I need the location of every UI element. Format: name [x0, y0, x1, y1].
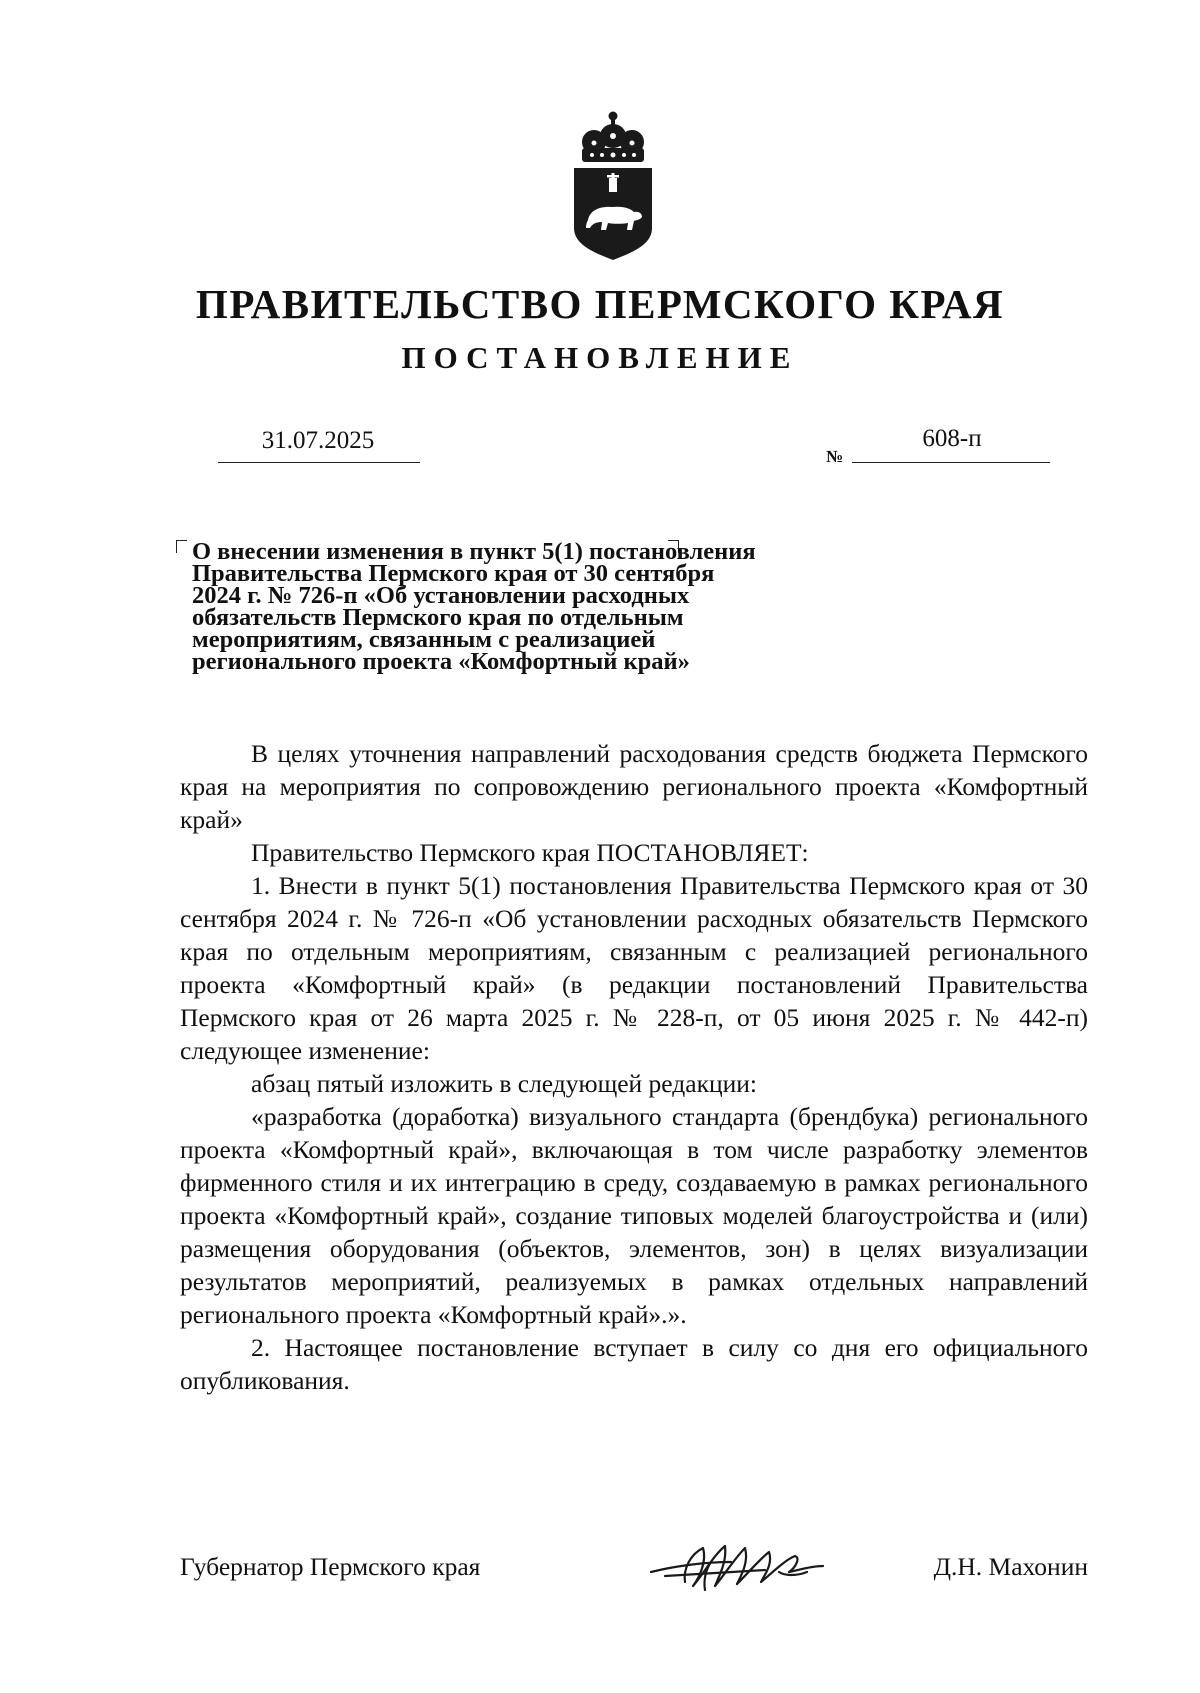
document-number: 608-п: [922, 425, 982, 452]
subject-line: Правительства Пермского края от 30 сентября: [192, 560, 715, 587]
document-body: [180, 737, 1088, 1397]
body-paragraph: 1. Внести в пункт 5(1) постановления Правительства Пермского края от 30 сентября 2024 г. № 726-п «Об установлении расходных обязательств Пермского края по отдельным мероприятиям, связанным с реализацией регионального проекта «Комфортный край» (в редакции постановлений Правительства Пермского края от 26 марта 2025 г. № 228-п, от 05 июня 2025 г. № 442-п) следующее изменение:: [180, 871, 1088, 1065]
subject-line: О внесении изменения в пункт 5(1) постановления: [192, 538, 756, 565]
signature-icon: [645, 1532, 835, 1600]
organization-title: ПРАВИТЕЛЬСТВО ПЕРМСКОГО КРАЯ: [195, 281, 1005, 327]
subject-line: регионального проекта «Комфортный край»: [192, 648, 690, 675]
subject-line: 2024 г. № 726-п «Об установлении расходных: [192, 582, 690, 609]
signature-block: [180, 1552, 1088, 1592]
document-date: 31.07.2025: [261, 427, 375, 454]
coat-of-arms-icon: [568, 110, 658, 262]
body-paragraph: Правительство Пермского края ПОСТАНОВЛЯЕТ:: [251, 838, 809, 867]
number-sign: №: [826, 447, 844, 466]
number-underline: [852, 462, 1050, 463]
subject-corner-left: [176, 540, 187, 553]
body-paragraph: 2. Настоящее постановление вступает в силу со дня его официального опубликования.: [180, 1333, 1088, 1395]
body-paragraph: «разработка (доработка) визуального стандарта (брендбука) регионального проекта «Комфортный край», включающая в том числе разработку элементов фирменного стиля и их интеграцию в среду, создаваемую в рамках регионального проекта «Комфортный край», создание типовых моделей благоустройства и (или) размещения оборудования (объектов, элементов, зон) в целях визуализации результатов мероприятий, реализуемых в рамках отдельных направлений регионального проекта «Комфортный край».».: [180, 1102, 1088, 1329]
document-subject: [192, 538, 852, 675]
subject-line: обязательств Пермского края по отдельным: [192, 604, 684, 631]
signatory-name: Д.Н. Махонин: [933, 1552, 1088, 1581]
document-type: ПОСТАНОВЛЕНИЕ: [401, 340, 799, 375]
subject-line: мероприятиям, связанным с реализацией: [192, 626, 656, 653]
date-underline: [218, 462, 420, 463]
body-paragraph: В целях уточнения направлений расходования средств бюджета Пермского края на мероприятия по сопровождению регионального проекта «Комфортный край»: [180, 739, 1088, 834]
body-paragraph: абзац пятый изложить в следующей редакции:: [251, 1069, 757, 1098]
signatory-title: Губернатор Пермского края: [180, 1552, 481, 1581]
